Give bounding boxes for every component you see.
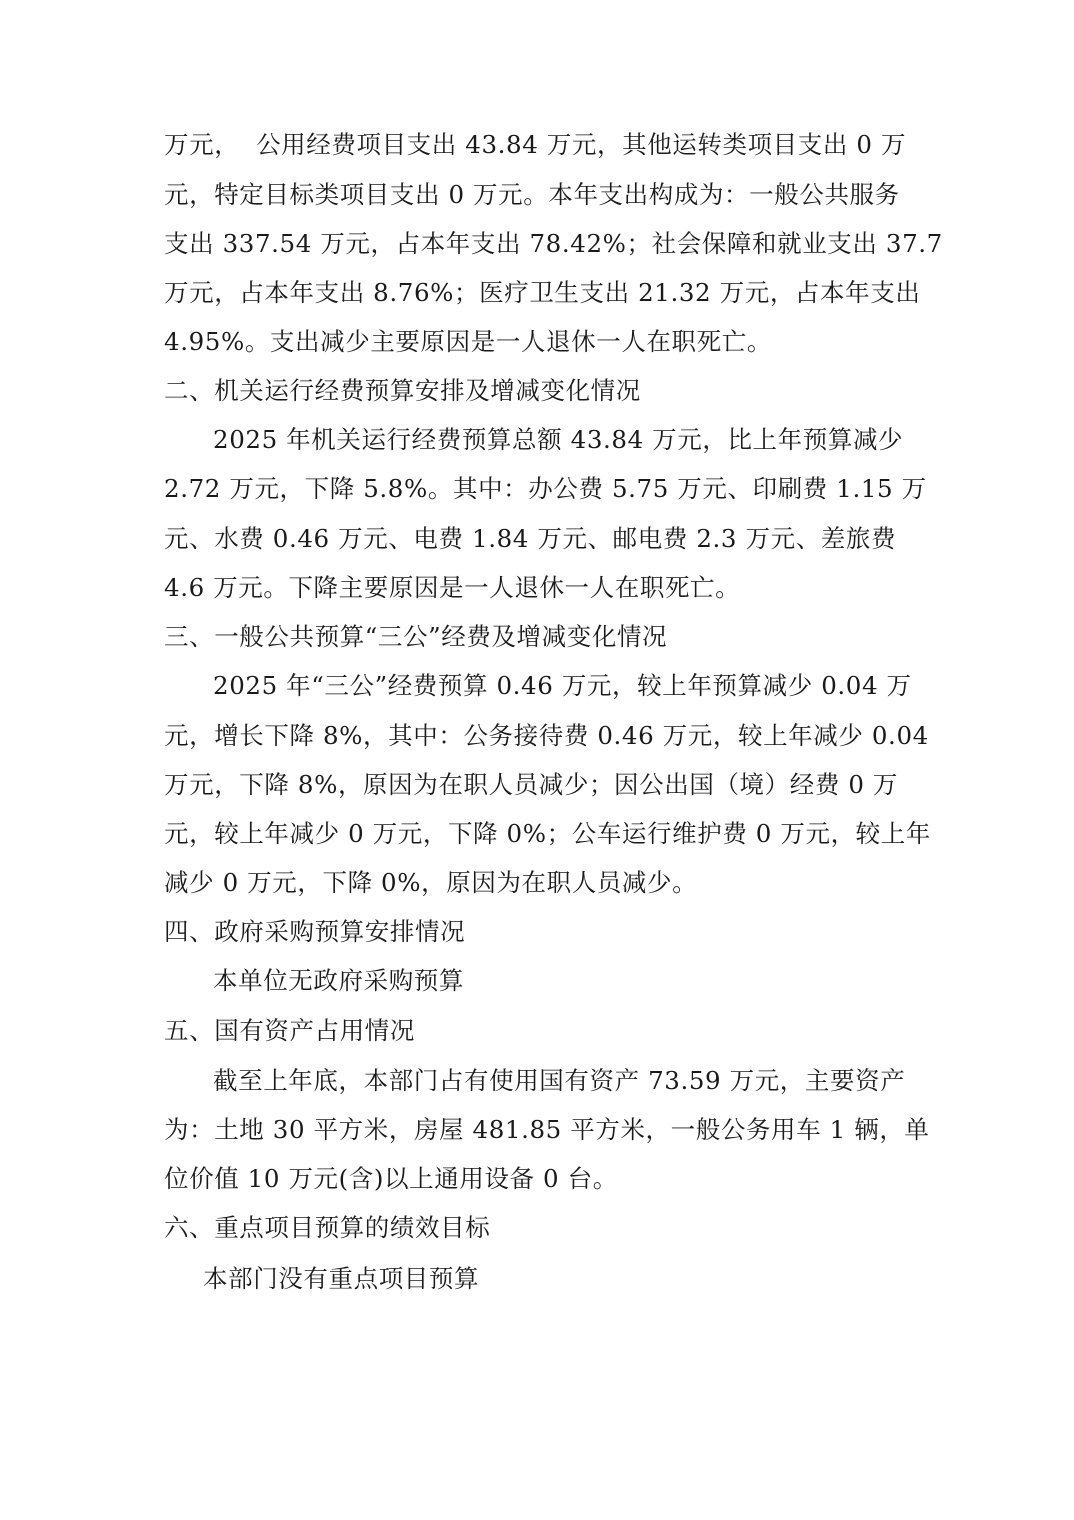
- paragraph-line: 万元，下降 8%，原因为在职人员减少；因公出国（境）经费 0 万: [164, 770, 899, 799]
- paragraph-line: 万元， 公用经费项目支出 43.84 万元，其他运转类项目支出 0 万: [164, 130, 907, 159]
- paragraph-line: 元，增长下降 8%，其中：公务接待费 0.46 万元，较上年减少 0.04: [164, 721, 929, 750]
- section-heading-4: 四、政府采购预算安排情况: [164, 917, 466, 946]
- paragraph-line: 为：土地 30 平方米，房屋 481.85 平方米，一般公务用车 1 辆，单: [164, 1115, 930, 1144]
- paragraph-line: 元，较上年减少 0 万元，下降 0%；公车运行维护费 0 万元，较上年: [164, 819, 931, 848]
- paragraph-line: 元、水费 0.46 万元、电费 1.84 万元、邮电费 2.3 万元、差旅费: [164, 524, 897, 553]
- section-heading-2: 二、机关运行经费预算安排及增减变化情况: [164, 376, 641, 405]
- section-heading-5: 五、国有资产占用情况: [164, 1016, 415, 1045]
- paragraph-line: 元，特定目标类项目支出 0 万元。本年支出构成为：一般公共服务: [164, 180, 900, 209]
- paragraph-line: 2025 年“三公”经费预算 0.46 万元，较上年预算减少 0.04 万: [213, 671, 912, 700]
- paragraph-line: 4.6 万元。下降主要原因是一人退休一人在职死亡。: [164, 573, 741, 602]
- paragraph-line: 4.95%。支出减少主要原因是一人退休一人在职死亡。: [164, 327, 772, 356]
- paragraph-line: 2.72 万元，下降 5.8%。其中：办公费 5.75 万元、印刷费 1.15 万: [164, 474, 927, 503]
- paragraph-line: 2025 年机关运行经费预算总额 43.84 万元，比上年预算减少: [213, 425, 904, 454]
- paragraph-line: 本单位无政府采购预算: [213, 966, 464, 995]
- paragraph-line: 截至上年底，本部门占有使用国有资产 73.59 万元，主要资产: [213, 1066, 906, 1095]
- paragraph-line: 支出 337.54 万元，占本年支出 78.42%；社会保障和就业支出 37.7: [164, 229, 943, 258]
- section-heading-6: 六、重点项目预算的绩效目标: [164, 1213, 491, 1242]
- section-heading-3: 三、一般公共预算“三公”经费及增减变化情况: [164, 622, 668, 651]
- paragraph-line: 本部门没有重点项目预算: [203, 1264, 480, 1293]
- paragraph-line: 减少 0 万元，下降 0%，原因为在职人员减少。: [164, 868, 698, 897]
- paragraph-line: 位价值 10 万元(含)以上通用设备 0 台。: [164, 1164, 618, 1193]
- paragraph-line: 万元，占本年支出 8.76%；医疗卫生支出 21.32 万元，占本年支出: [164, 278, 921, 307]
